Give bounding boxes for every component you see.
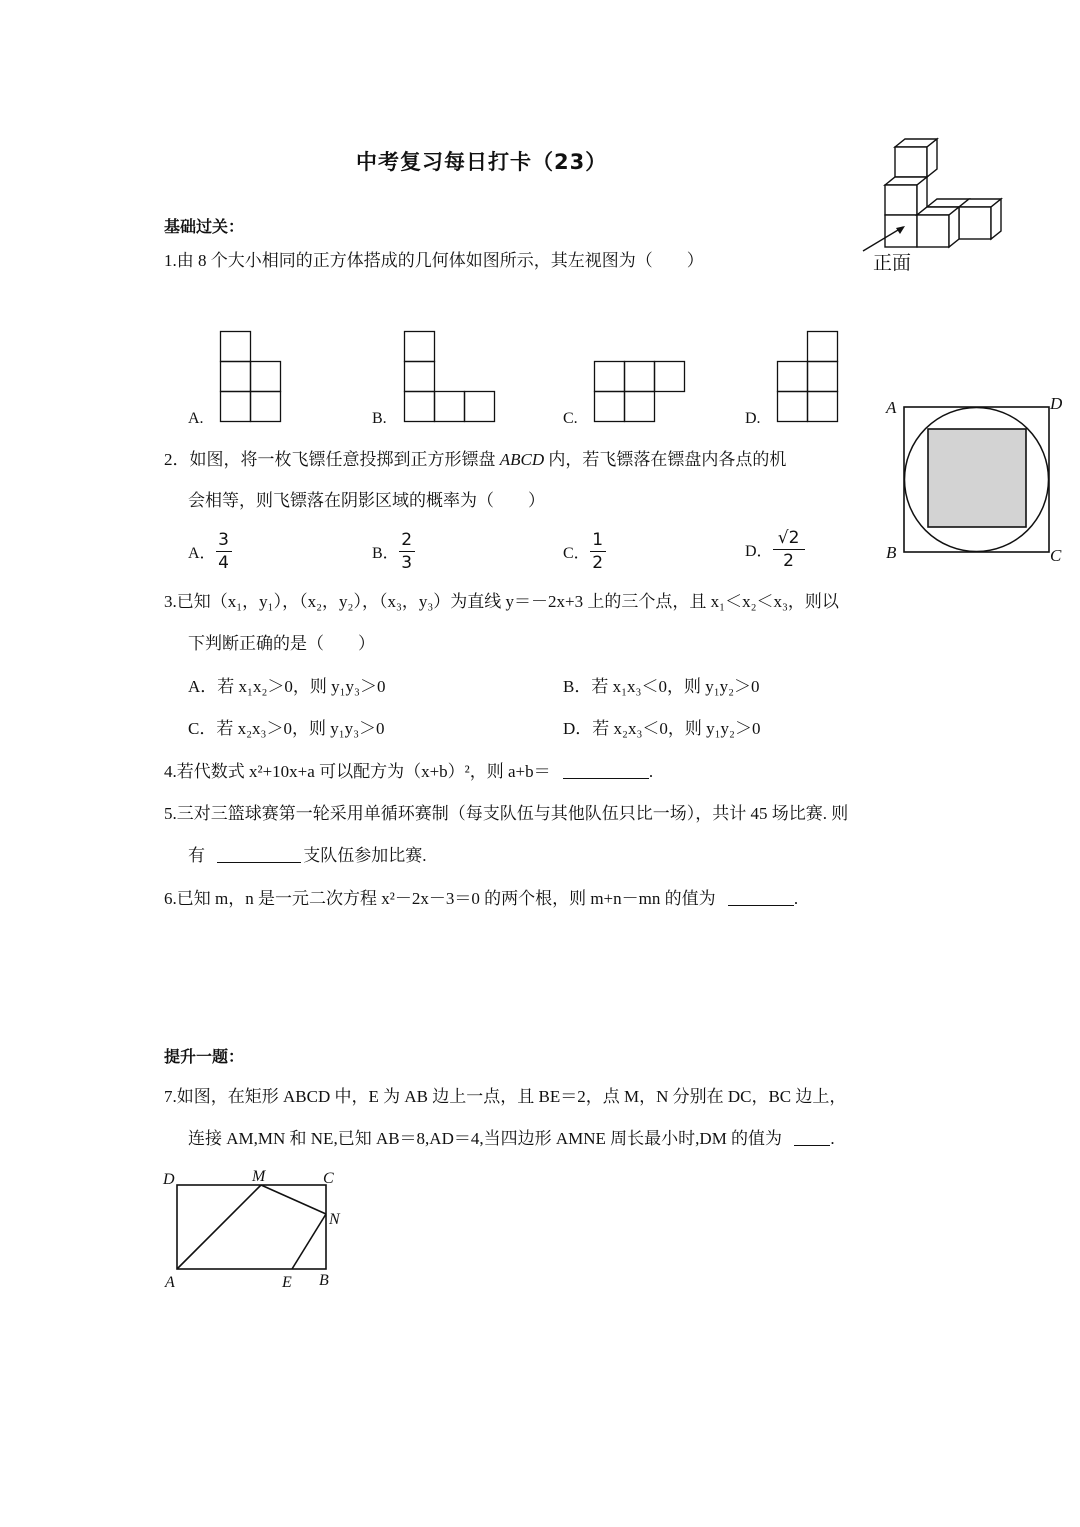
question-3-line-2: 下判断正确的是（ ） — [188, 634, 375, 653]
question-1-option-d-figure — [777, 331, 841, 423]
question-2-option-a[interactable] — [188, 530, 232, 573]
question-2-option-d[interactable] — [745, 528, 805, 571]
question-1-option-c-figure — [594, 361, 688, 423]
question-2-dartboard-figure — [880, 395, 1070, 570]
point-label-m: M — [252, 1168, 266, 1185]
point-label-b: B — [319, 1272, 329, 1289]
option-label: B． — [372, 545, 399, 562]
question-1-front-label: 正面 — [873, 252, 912, 274]
question-1-option-b-label[interactable]: B. — [372, 410, 387, 427]
question-5-text-pre: 有 — [188, 846, 205, 865]
question-2-line-2: 会相等，则飞镖落在阴影区域的概率为（ ） — [188, 491, 545, 510]
question-3-option-b[interactable]: B．若 x₁x₃＜0，则 y₁y₂＞0 — [563, 677, 760, 696]
question-5-line-2 — [188, 845, 427, 867]
denominator: 4 — [218, 553, 229, 573]
option-label: A． — [188, 545, 216, 562]
question-3-option-c[interactable]: C．若 x₂x₃＞0，则 y₁y₃＞0 — [188, 719, 385, 738]
numerator: 3 — [218, 530, 229, 550]
point-label-e: E — [282, 1274, 292, 1291]
question-7-line-2 — [188, 1128, 835, 1150]
point-label-a: A — [165, 1274, 175, 1291]
section-heading-advanced: 提升一题： — [164, 1047, 245, 1066]
question-5-line-1: 5.三对三篮球赛第一轮采用单循环赛制（每支队伍与其他队伍只比一场），共计 45 场比赛. 则 — [164, 804, 849, 823]
point-label-c: C — [1050, 546, 1062, 565]
fraction — [216, 530, 232, 573]
question-3-option-a[interactable]: A．若 x₁x₂＞0，则 y₁y₃＞0 — [188, 677, 386, 696]
question-3-line-1: 3.已知（x₁，y₁），（x₂，y₂），（x₃，y₃）为直线 y＝－2x+3 上的三个点，且 x₁＜x₂＜x₃，则以 — [164, 592, 839, 611]
period: . — [648, 762, 654, 781]
question-7-line-1: 7.如图，在矩形 ABCD 中，E 为 AB 边上一点，且 BE＝2，点 M，N 分别在 DC，BC 边上， — [164, 1087, 847, 1106]
point-label-c: C — [323, 1170, 334, 1187]
question-2-text-pre: 2．如图，将一枚飞镖任意投掷到正方形镖盘 — [164, 450, 500, 469]
period: . — [830, 1129, 835, 1148]
option-label: C． — [563, 545, 590, 562]
answer-blank[interactable] — [794, 1131, 830, 1146]
point-label-n: N — [329, 1211, 340, 1228]
point-label-d: D — [163, 1171, 175, 1188]
option-label: D． — [745, 543, 773, 560]
period: . — [793, 889, 799, 908]
point-label-d: D — [1050, 394, 1063, 413]
question-1-text: 1.由 8 个大小相同的正方体搭成的几何体如图所示，其左视图为（ ） — [164, 251, 704, 270]
question-7-rectangle-figure — [160, 1162, 360, 1292]
question-2-line-1 — [164, 449, 786, 471]
denominator: 3 — [401, 553, 413, 573]
question-4-line — [164, 761, 653, 783]
numerator: 2 — [401, 530, 413, 550]
question-2-option-b[interactable] — [372, 530, 415, 573]
fraction — [773, 528, 805, 571]
answer-blank[interactable] — [728, 891, 794, 906]
question-7-text: 连接 AM,MN 和 NE,已知 AB＝8,AD＝4,当四边形 AMNE 周长最小时,DM 的值为 — [188, 1129, 783, 1148]
question-2-var: ABCD — [499, 450, 545, 469]
point-label-b: B — [886, 543, 897, 562]
denominator: 2 — [783, 551, 794, 571]
section-heading-basic: 基础过关： — [164, 217, 245, 236]
page-title: 中考复习每日打卡（23） — [356, 150, 608, 174]
question-5-text-post: 支队伍参加比赛. — [303, 846, 427, 865]
question-6-text: 6.已知 m，n 是一元二次方程 x²－2x－3＝0 的两个根，则 m+n－mn 的值为 — [164, 889, 716, 908]
question-1-option-c-label[interactable]: C. — [563, 410, 578, 427]
question-4-text: 4.若代数式 x²+10x+a 可以配方为（x+b）²，则 a+b＝ — [164, 762, 551, 781]
answer-blank[interactable] — [217, 848, 301, 863]
numerator: 1 — [592, 530, 604, 550]
question-1-option-d-label[interactable]: D. — [745, 410, 761, 427]
question-2-option-c[interactable] — [563, 530, 606, 573]
question-3-option-d[interactable]: D．若 x₂x₃＜0，则 y₁y₂＞0 — [563, 719, 761, 738]
fraction — [590, 530, 606, 573]
fraction — [399, 530, 415, 573]
question-2-text-post: 内，若飞镖落在镖盘内各点的机 — [544, 450, 787, 469]
point-label-a: A — [886, 398, 897, 417]
denominator: 2 — [592, 553, 604, 573]
question-1-option-a-label[interactable]: A. — [188, 410, 204, 427]
numerator: √2 — [777, 528, 800, 548]
question-1-option-b-figure — [404, 331, 498, 423]
question-1-option-a-figure — [220, 331, 284, 423]
question-6-line — [164, 888, 798, 910]
answer-blank[interactable] — [563, 764, 649, 779]
